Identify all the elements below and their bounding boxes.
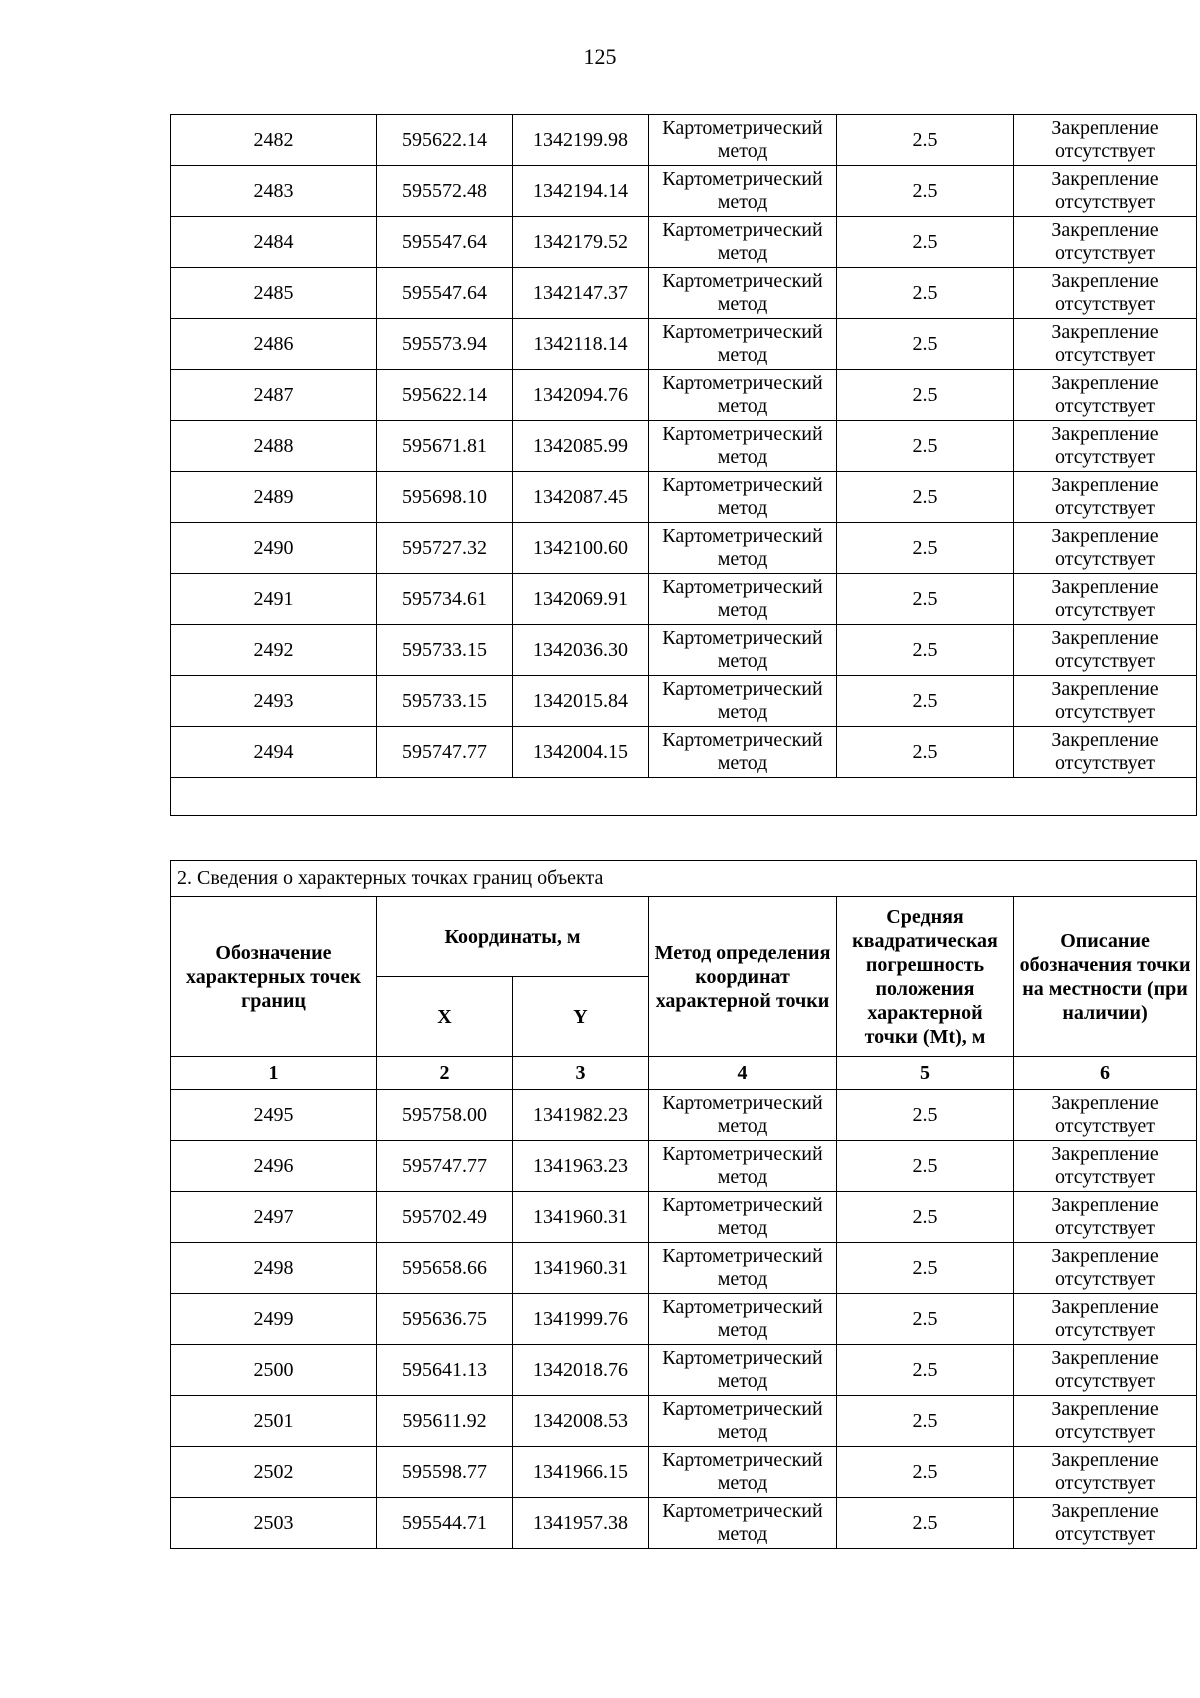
y-coordinate-cell: 1341999.76: [513, 1294, 649, 1345]
y-coordinate-cell: 1342094.76: [513, 370, 649, 421]
description-cell: [1014, 472, 1197, 523]
method-line: Картометрический: [662, 1143, 823, 1165]
column-number: 5: [837, 1057, 1014, 1090]
y-coordinate-cell: 1342199.98: [513, 115, 649, 166]
x-coordinate-cell: 595758.00: [377, 1090, 513, 1141]
description-line: Закрепление: [1051, 1143, 1159, 1165]
table-row: [171, 115, 1197, 166]
method-line: Картометрический: [662, 1092, 823, 1114]
point-id-cell: 2488: [171, 421, 377, 472]
description-line: отсутствует: [1054, 344, 1156, 366]
header-mean-error: Средняя квадратическая погрешность положения характерной точки (Mt), м: [837, 897, 1014, 1057]
description-line: Закрепление: [1051, 1194, 1159, 1216]
y-coordinate-cell: 1342008.53: [513, 1396, 649, 1447]
header-y: Y: [513, 977, 649, 1057]
description-line: Закрепление: [1051, 678, 1159, 700]
method-line: метод: [717, 650, 768, 672]
y-coordinate-cell: 1342036.30: [513, 625, 649, 676]
method-line: Картометрический: [662, 1398, 823, 1420]
table-row: [171, 727, 1197, 778]
method-line: Картометрический: [662, 270, 823, 292]
method-cell: [649, 370, 837, 421]
x-coordinate-cell: 595573.94: [377, 319, 513, 370]
header-coordinates: Координаты, м: [377, 897, 649, 977]
point-id-cell: 2489: [171, 472, 377, 523]
x-coordinate-cell: 595727.32: [377, 523, 513, 574]
description-line: Закрепление: [1051, 1398, 1159, 1420]
mean-error-cell: 2.5: [837, 676, 1014, 727]
method-line: Картометрический: [662, 219, 823, 241]
method-line: метод: [717, 1217, 768, 1239]
x-coordinate-cell: 595698.10: [377, 472, 513, 523]
description-cell: [1014, 1345, 1197, 1396]
description-line: отсутствует: [1055, 1115, 1156, 1137]
x-coordinate-cell: 595598.77: [377, 1447, 513, 1498]
x-coordinate-cell: 595671.81: [377, 421, 513, 472]
method-line: Картометрический: [662, 1296, 823, 1318]
point-id-cell: 2501: [171, 1396, 377, 1447]
description-line: Закрепление: [1051, 1347, 1159, 1369]
mean-error-cell: 2.5: [837, 727, 1014, 778]
empty-row: [171, 778, 1197, 816]
method-cell: [649, 268, 837, 319]
column-number: 1: [171, 1057, 377, 1090]
section-caption: 2. Сведения о характерных точках границ объекта: [171, 861, 1197, 897]
description-line: Закрепление: [1051, 474, 1159, 496]
method-cell: [649, 1294, 837, 1345]
description-line: отсутствует: [1055, 1523, 1156, 1545]
point-id-cell: 2483: [171, 166, 377, 217]
description-line: отсутствует: [1054, 140, 1156, 162]
method-line: метод: [717, 1421, 768, 1443]
description-line: Закрепление: [1051, 321, 1159, 343]
description-line: отсутствует: [1054, 599, 1156, 621]
method-line: Картометрический: [662, 117, 823, 139]
description-line: Закрепление: [1051, 1296, 1159, 1318]
description-line: отсутствует: [1054, 191, 1156, 213]
table-row: [171, 166, 1197, 217]
table-row: [171, 676, 1197, 727]
point-id-cell: 2500: [171, 1345, 377, 1396]
description-line: Закрепление: [1051, 1500, 1159, 1522]
method-cell: [649, 1396, 837, 1447]
method-line: Картометрический: [662, 1500, 823, 1522]
point-id-cell: 2486: [171, 319, 377, 370]
method-cell: [649, 115, 837, 166]
column-number: 6: [1014, 1057, 1197, 1090]
method-cell: [649, 574, 837, 625]
description-line: отсутствует: [1055, 1319, 1156, 1341]
x-coordinate-cell: 595702.49: [377, 1192, 513, 1243]
method-line: Картометрический: [662, 525, 823, 547]
mean-error-cell: 2.5: [837, 472, 1014, 523]
description-cell: [1014, 1396, 1197, 1447]
description-cell: [1014, 421, 1197, 472]
method-cell: [649, 421, 837, 472]
header-x: X: [377, 977, 513, 1057]
description-line: отсутствует: [1055, 1472, 1156, 1494]
mean-error-cell: 2.5: [837, 166, 1014, 217]
boundary-points-table: [170, 860, 1197, 1549]
method-cell: [649, 1090, 837, 1141]
y-coordinate-cell: 1342069.91: [513, 574, 649, 625]
y-coordinate-cell: 1342194.14: [513, 166, 649, 217]
method-cell: [649, 217, 837, 268]
method-cell: [649, 472, 837, 523]
method-line: Картометрический: [662, 1347, 823, 1369]
y-coordinate-cell: 1342100.60: [513, 523, 649, 574]
description-cell: [1014, 1498, 1197, 1549]
table-row: [171, 574, 1197, 625]
description-cell: [1014, 1243, 1197, 1294]
method-line: метод: [717, 395, 768, 417]
description-cell: [1014, 676, 1197, 727]
method-cell: [649, 1447, 837, 1498]
point-id-cell: 2493: [171, 676, 377, 727]
y-coordinate-cell: 1342118.14: [513, 319, 649, 370]
point-id-cell: 2482: [171, 115, 377, 166]
method-line: Картометрический: [662, 168, 823, 190]
x-coordinate-cell: 595733.15: [377, 625, 513, 676]
method-line: метод: [717, 752, 768, 774]
point-id-cell: 2490: [171, 523, 377, 574]
empty-cell: [171, 778, 1197, 816]
mean-error-cell: 2.5: [837, 115, 1014, 166]
description-line: отсутствует: [1054, 242, 1156, 264]
description-line: отсутствует: [1054, 293, 1156, 315]
description-line: отсутствует: [1054, 701, 1156, 723]
description-line: Закрепление: [1051, 372, 1159, 394]
method-cell: [649, 1192, 837, 1243]
mean-error-cell: 2.5: [837, 523, 1014, 574]
method-line: Картометрический: [662, 678, 823, 700]
method-cell: [649, 727, 837, 778]
mean-error-cell: 2.5: [837, 370, 1014, 421]
method-line: метод: [717, 1472, 768, 1494]
point-id-cell: 2498: [171, 1243, 377, 1294]
y-coordinate-cell: 1342085.99: [513, 421, 649, 472]
table-row: [171, 370, 1197, 421]
point-id-cell: 2495: [171, 1090, 377, 1141]
method-line: Картометрический: [662, 423, 823, 445]
mean-error-cell: 2.5: [837, 1192, 1014, 1243]
table-row: [171, 1345, 1197, 1396]
mean-error-cell: 2.5: [837, 1498, 1014, 1549]
mean-error-cell: 2.5: [837, 1345, 1014, 1396]
method-line: Картометрический: [662, 627, 823, 649]
description-cell: [1014, 115, 1197, 166]
description-line: Закрепление: [1051, 1449, 1159, 1471]
table-row: [171, 625, 1197, 676]
column-number: 4: [649, 1057, 837, 1090]
y-coordinate-cell: 1341960.31: [513, 1192, 649, 1243]
description-line: Закрепление: [1051, 729, 1159, 751]
table-row: [171, 523, 1197, 574]
table-row: [171, 472, 1197, 523]
mean-error-cell: 2.5: [837, 1447, 1014, 1498]
header-method: Метод определения координат характерной точки: [649, 897, 837, 1057]
point-id-cell: 2497: [171, 1192, 377, 1243]
description-line: отсутствует: [1054, 548, 1156, 570]
method-line: метод: [717, 1115, 768, 1137]
description-line: отсутствует: [1055, 1166, 1156, 1188]
x-coordinate-cell: 595544.71: [377, 1498, 513, 1549]
description-cell: [1014, 727, 1197, 778]
description-cell: [1014, 370, 1197, 421]
description-line: отсутствует: [1055, 1217, 1156, 1239]
x-coordinate-cell: 595622.14: [377, 370, 513, 421]
method-line: метод: [717, 191, 768, 213]
point-id-cell: 2484: [171, 217, 377, 268]
mean-error-cell: 2.5: [837, 319, 1014, 370]
y-coordinate-cell: 1341957.38: [513, 1498, 649, 1549]
x-coordinate-cell: 595547.64: [377, 268, 513, 319]
table-row: [171, 268, 1197, 319]
x-coordinate-cell: 595611.92: [377, 1396, 513, 1447]
header-point-designation: Обозначение характерных точек границ: [171, 897, 377, 1057]
point-id-cell: 2487: [171, 370, 377, 421]
x-coordinate-cell: 595734.61: [377, 574, 513, 625]
method-cell: [649, 523, 837, 574]
table-row: [171, 1447, 1197, 1498]
y-coordinate-cell: 1342087.45: [513, 472, 649, 523]
description-cell: [1014, 1192, 1197, 1243]
mean-error-cell: 2.5: [837, 1090, 1014, 1141]
description-cell: [1014, 268, 1197, 319]
method-cell: [649, 676, 837, 727]
method-line: метод: [717, 1166, 768, 1188]
y-coordinate-cell: 1341963.23: [513, 1141, 649, 1192]
description-cell: [1014, 523, 1197, 574]
mean-error-cell: 2.5: [837, 574, 1014, 625]
description-line: отсутствует: [1055, 1370, 1156, 1392]
method-cell: [649, 1141, 837, 1192]
table-row: [171, 1192, 1197, 1243]
description-cell: [1014, 217, 1197, 268]
page-number: 125: [583, 44, 617, 69]
x-coordinate-cell: 595547.64: [377, 217, 513, 268]
description-cell: [1014, 1294, 1197, 1345]
x-coordinate-cell: 595572.48: [377, 166, 513, 217]
method-line: Картометрический: [662, 1194, 823, 1216]
description-cell: [1014, 319, 1197, 370]
x-coordinate-cell: 595658.66: [377, 1243, 513, 1294]
point-id-cell: 2503: [171, 1498, 377, 1549]
x-coordinate-cell: 595747.77: [377, 727, 513, 778]
description-line: Закрепление: [1051, 1092, 1159, 1114]
method-line: метод: [717, 548, 768, 570]
method-line: метод: [717, 1523, 768, 1545]
column-number: 3: [513, 1057, 649, 1090]
method-line: метод: [717, 446, 768, 468]
method-line: Картометрический: [662, 1245, 823, 1267]
table-row: [171, 1396, 1197, 1447]
method-line: метод: [717, 344, 768, 366]
description-cell: [1014, 1447, 1197, 1498]
mean-error-cell: 2.5: [837, 217, 1014, 268]
point-id-cell: 2492: [171, 625, 377, 676]
point-id-cell: 2502: [171, 1447, 377, 1498]
description-line: отсутствует: [1055, 1268, 1156, 1290]
description-cell: [1014, 1090, 1197, 1141]
description-line: Закрепление: [1051, 423, 1159, 445]
y-coordinate-cell: 1342004.15: [513, 727, 649, 778]
method-line: метод: [717, 1268, 768, 1290]
x-coordinate-cell: 595733.15: [377, 676, 513, 727]
x-coordinate-cell: 595747.77: [377, 1141, 513, 1192]
method-line: Картометрический: [662, 321, 823, 343]
mean-error-cell: 2.5: [837, 1243, 1014, 1294]
description-line: Закрепление: [1051, 117, 1159, 139]
y-coordinate-cell: 1342018.76: [513, 1345, 649, 1396]
description-line: Закрепление: [1051, 1245, 1159, 1267]
description-line: Закрепление: [1051, 168, 1159, 190]
point-id-cell: 2491: [171, 574, 377, 625]
mean-error-cell: 2.5: [837, 421, 1014, 472]
description-line: отсутствует: [1055, 1421, 1156, 1443]
description-cell: [1014, 625, 1197, 676]
y-coordinate-cell: 1341966.15: [513, 1447, 649, 1498]
point-id-cell: 2499: [171, 1294, 377, 1345]
method-line: Картометрический: [662, 1449, 823, 1471]
method-line: Картометрический: [662, 729, 823, 751]
description-line: отсутствует: [1054, 497, 1156, 519]
table-row: [171, 1498, 1197, 1549]
description-line: Закрепление: [1051, 576, 1159, 598]
x-coordinate-cell: 595641.13: [377, 1345, 513, 1396]
header-description: Описание обозначения точки на местности (при наличии): [1014, 897, 1197, 1057]
description-line: Закрепление: [1051, 219, 1159, 241]
method-line: Картометрический: [662, 372, 823, 394]
mean-error-cell: 2.5: [837, 1396, 1014, 1447]
method-cell: [649, 625, 837, 676]
description-line: отсутствует: [1054, 395, 1156, 417]
method-cell: [649, 319, 837, 370]
point-id-cell: 2494: [171, 727, 377, 778]
y-coordinate-cell: 1342147.37: [513, 268, 649, 319]
method-line: метод: [717, 1319, 768, 1341]
method-cell: [649, 1345, 837, 1396]
description-line: Закрепление: [1051, 270, 1159, 292]
description-line: Закрепление: [1051, 525, 1159, 547]
method-line: метод: [717, 701, 768, 723]
point-id-cell: 2496: [171, 1141, 377, 1192]
table-row: [171, 217, 1197, 268]
method-cell: [649, 1498, 837, 1549]
mean-error-cell: 2.5: [837, 268, 1014, 319]
method-cell: [649, 1243, 837, 1294]
y-coordinate-cell: 1342015.84: [513, 676, 649, 727]
coordinates-table-continued: [170, 114, 1197, 816]
description-line: Закрепление: [1051, 627, 1159, 649]
description-line: отсутствует: [1054, 446, 1156, 468]
description-line: отсутствует: [1054, 752, 1156, 774]
table-row: [171, 1141, 1197, 1192]
mean-error-cell: 2.5: [837, 625, 1014, 676]
point-id-cell: 2485: [171, 268, 377, 319]
method-line: метод: [717, 1370, 768, 1392]
x-coordinate-cell: 595636.75: [377, 1294, 513, 1345]
table-row: [171, 1243, 1197, 1294]
description-cell: [1014, 166, 1197, 217]
y-coordinate-cell: 1342179.52: [513, 217, 649, 268]
description-cell: [1014, 574, 1197, 625]
table-row: [171, 421, 1197, 472]
description-cell: [1014, 1141, 1197, 1192]
y-coordinate-cell: 1341982.23: [513, 1090, 649, 1141]
method-line: метод: [717, 140, 768, 162]
mean-error-cell: 2.5: [837, 1141, 1014, 1192]
mean-error-cell: 2.5: [837, 1294, 1014, 1345]
method-line: метод: [717, 497, 768, 519]
table-row: [171, 1090, 1197, 1141]
method-line: Картометрический: [662, 576, 823, 598]
method-line: метод: [717, 242, 768, 264]
table-row: [171, 1294, 1197, 1345]
method-line: метод: [717, 599, 768, 621]
description-line: отсутствует: [1054, 650, 1156, 672]
method-cell: [649, 166, 837, 217]
table-row: [171, 319, 1197, 370]
y-coordinate-cell: 1341960.31: [513, 1243, 649, 1294]
column-number: 2: [377, 1057, 513, 1090]
method-line: метод: [717, 293, 768, 315]
x-coordinate-cell: 595622.14: [377, 115, 513, 166]
method-line: Картометрический: [662, 474, 823, 496]
